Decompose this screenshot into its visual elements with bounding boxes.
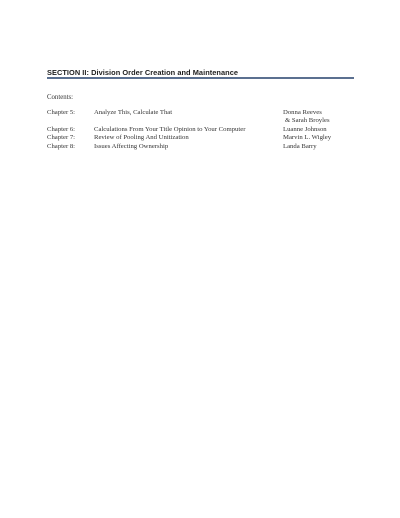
- toc-chapter-coauthor: & Sarah Broyles: [285, 117, 330, 124]
- toc-chapter-label: Chapter 7:: [47, 134, 76, 141]
- toc-row-chapter-8: [0, 142, 400, 151]
- contents-label: Contents:: [47, 94, 74, 101]
- section-divider: [47, 77, 354, 79]
- toc-chapter-title: Issues Affecting Ownership: [94, 143, 169, 150]
- toc-chapter-author: Marvin L. Wigley: [283, 134, 332, 141]
- toc-chapter-label: Chapter 5:: [47, 109, 76, 116]
- toc-chapter-title: Analyze This, Calculate That: [94, 109, 173, 116]
- toc-chapter-author: Luanne Johnson: [283, 126, 327, 133]
- toc-chapter-author: Donna Reeves: [283, 109, 322, 116]
- toc-chapter-label: Chapter 8:: [47, 143, 76, 150]
- toc-chapter-title: Review of Pooling And Unitization: [94, 134, 189, 141]
- toc-chapter-author: Landa Barry: [283, 143, 317, 150]
- toc-row-chapter-5-continued: [0, 116, 400, 125]
- toc-chapter-title: Calculations From Your Title Opinion to Your Computer: [94, 126, 246, 133]
- toc-chapter-label: Chapter 6:: [47, 126, 76, 133]
- section-heading: SECTION II: Division Order Creation and Maintenance: [47, 68, 239, 77]
- toc-row-chapter-7: [0, 133, 400, 142]
